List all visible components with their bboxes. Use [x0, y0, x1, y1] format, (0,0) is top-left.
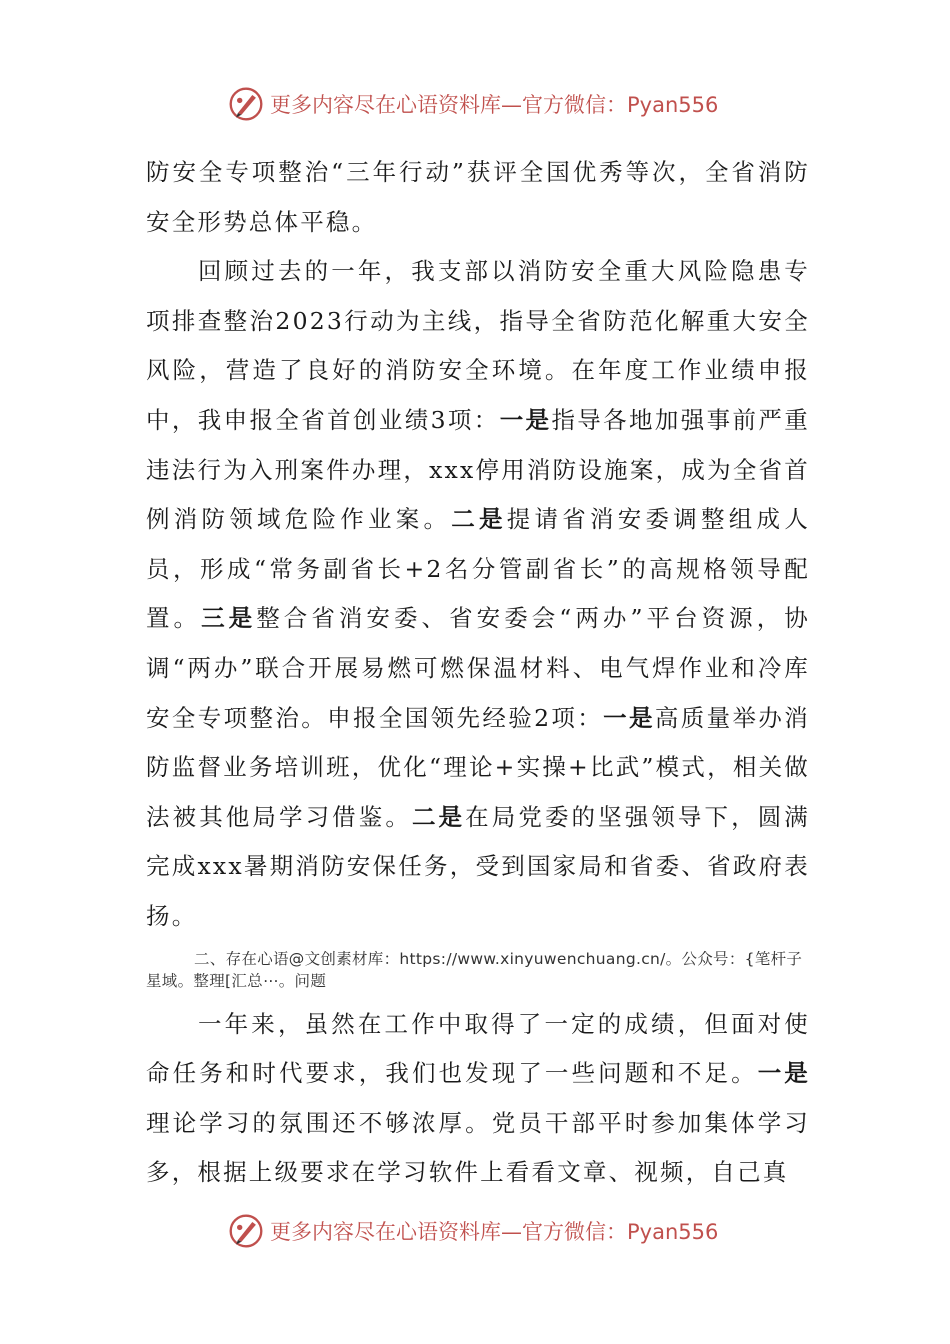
footer-banner — [228, 1211, 718, 1251]
banner-text: 更多内容尽在心语资料库—官方微信：Pyan556 — [270, 93, 719, 117]
banner-text: 更多内容尽在心语资料库—官方微信：Pyan556 — [270, 1220, 719, 1244]
pen-logo-icon — [228, 1213, 264, 1249]
paragraph-2: 回顾过去的一年，我支部以消防安全重大风险隐患专项排查整治2023行动为主线，指导全省防范化解重大安全风险，营造了良好的消防安全环境。在年度工作业绩申报中，我申报全省首创业绩3项：一是指导各地加强事前严重违法行为入刑案件办理，xxx停用消防设施案，成为全省首例消防领域危险作业案。二是提请省消安委调整组成人员，形成“常务副省长+2名分管副省长”的高规格领导配置。三是整合省消安委、省安委会“两办”平台资源，协调“两办”联合开展易燃可燃保温材料、电气焊作业和冷库安全专项整治。申报全国领先经验2项：一是高质量举办消防监督业务培训班，优化“理论+实操+比武”模式，相关做法被其他局学习借鉴。二是在局党委的坚强领导下，圆满完成xxx暑期消防安保任务，受到国家局和省委、省政府表扬。 — [146, 257, 811, 930]
section-heading: 二、存在心语@文创素材库：https://www.xinyuwenchuang.cn/。公众号：{笔杆子星域。整理[汇总⋯。问题 — [146, 949, 803, 990]
pen-logo-icon — [228, 86, 264, 122]
document-body — [146, 148, 810, 1198]
paragraph-3: 一年来，虽然在工作中取得了一定的成绩，但面对使命任务和时代要求，我们也发现了一些问题和不足。一是理论学习的氛围还不够浓厚。党员干部平时参加集体学习多，根据上级要求在学习软件上看看文章、视频，自己真 — [146, 1009, 810, 1187]
header-banner — [228, 84, 718, 124]
paragraph-1: 防安全专项整治“三年行动”获评全国优秀等次，全省消防安全形势总体平稳。 — [146, 158, 810, 236]
